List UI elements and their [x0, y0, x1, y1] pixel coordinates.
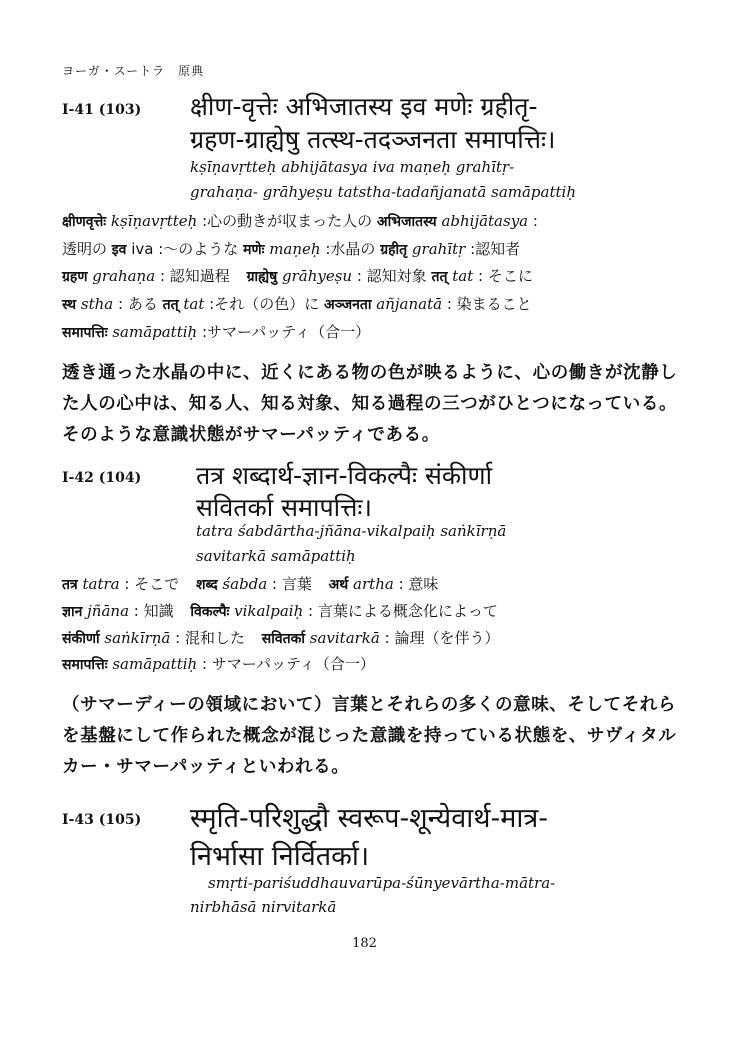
- gloss-line: [62, 210, 538, 231]
- gloss-meaning: : サマーパッティ（合一）: [201, 655, 375, 673]
- gloss-meaning: :心の動きが収まった人の: [202, 212, 373, 230]
- sanskrit-line: तत्र शब्दार्थ-ज्ञान-विकल्पैः संकीर्णा: [196, 461, 493, 490]
- sanskrit-line: निर्भासा निर्वितर्का।: [190, 841, 370, 872]
- gloss-transliteration: grahītṛ: [411, 240, 466, 258]
- verse-number: I-43 (105): [62, 812, 142, 828]
- gloss-devanagari: तत्र: [62, 577, 78, 593]
- gloss-devanagari: संकीर्णा: [62, 631, 100, 647]
- gloss-devanagari: मणेः: [243, 242, 265, 258]
- page-number: 182: [352, 936, 377, 951]
- running-header: ヨーガ・スートラ 原典: [62, 64, 205, 78]
- transliteration-line: nirbhāsā nirvitarkā: [190, 898, 337, 916]
- gloss-meaning: : 染まること: [446, 295, 532, 313]
- sanskrit-line: क्षीण-वृत्तेः अभिजातस्य इव मणेः ग्रहीतृ-: [190, 92, 538, 121]
- gloss-transliteration: artha: [353, 575, 394, 593]
- gloss-meaning: : 意味: [398, 575, 439, 593]
- gloss-devanagari: अभिजातस्य: [376, 214, 437, 230]
- transliteration-line: kṣīṇavṛtteḥ abhijātasya iva maṇeḥ grahītṛ-: [190, 158, 515, 176]
- gloss-meaning: : 認知過程: [159, 267, 230, 285]
- gloss-meaning: : 知識: [133, 602, 174, 620]
- gloss-transliteration: tatra: [82, 575, 120, 593]
- sanskrit-line: स्मृति-परिशुद्धौ स्वरूप-शून्येवार्थ-मात्र-: [190, 803, 548, 834]
- gloss-transliteration: kṣīṇavṛtteḥ: [110, 212, 198, 230]
- gloss-transliteration: śabda: [222, 575, 268, 593]
- gloss-line: [62, 293, 532, 314]
- gloss-transliteration: tat: [183, 295, 205, 313]
- gloss-meaning: :それ（の色）に: [209, 295, 320, 313]
- gloss-transliteration: saṅkīrṇā: [104, 629, 171, 647]
- gloss-devanagari: शब्द: [196, 577, 218, 593]
- gloss-transliteration: abhijātasya: [441, 212, 529, 230]
- gloss-meaning: : そこに: [478, 267, 533, 285]
- gloss-devanagari: ग्रहीतृ: [380, 242, 408, 258]
- gloss-devanagari: अर्थ: [328, 577, 349, 593]
- gloss-line: [62, 321, 370, 342]
- gloss-devanagari: ज्ञान: [62, 604, 83, 620]
- gloss-meaning: : 混和した: [175, 629, 245, 647]
- transliteration-line: savitarkā samāpattiḥ: [196, 547, 356, 565]
- gloss-devanagari: ग्राह्येषु: [246, 269, 278, 285]
- gloss-line: [62, 265, 533, 286]
- gloss-meaning: : 言葉: [272, 575, 312, 593]
- gloss-devanagari: तत्: [431, 269, 448, 285]
- gloss-devanagari: ग्रहण: [62, 269, 88, 285]
- gloss-transliteration: savitarkā: [309, 629, 380, 647]
- sanskrit-line: ग्रहण-ग्राह्येषु तत्स्थ-तदञ्जनता समापत्तिः।: [190, 125, 556, 154]
- gloss-meaning: : そこで: [124, 575, 180, 593]
- gloss-devanagari: समापत्तिः: [62, 657, 108, 673]
- gloss-meaning: :サマーパッティ（合一）: [201, 323, 371, 341]
- gloss-meaning: : ある: [118, 295, 158, 313]
- gloss-transliteration: tat: [452, 267, 474, 285]
- sanskrit-line: सवितर्का समापत्तिः।: [196, 493, 372, 522]
- transliteration-line: tatra śabdārtha-jñāna-vikalpaiḥ saṅkīrṇā: [196, 522, 507, 540]
- transliteration-line: smṛti-pariśuddhauvarūpa-śūnyevārtha-mātra-: [208, 874, 556, 892]
- commentary-paragraph: 透き通った水晶の中に、近くにある物の色が映るように、心の働きが沈静した人の心中は、知る人、知る対象、知る過程の三つがひとつになっている。そのような意識状態がサマーパッティである。: [62, 363, 678, 445]
- gloss-line: [62, 653, 375, 674]
- gloss-line: [62, 573, 438, 594]
- gloss-meaning: :認知者: [470, 240, 521, 258]
- gloss-transliteration: stha: [80, 295, 114, 313]
- gloss-transliteration: samāpattiḥ: [112, 655, 198, 673]
- gloss-transliteration: samāpattiḥ: [112, 323, 198, 341]
- verse-number: I-41 (103): [62, 102, 142, 118]
- gloss-transliteration: grahaṇa: [92, 267, 156, 285]
- gloss-transliteration: grāhyeṣu: [281, 267, 353, 285]
- gloss-meaning: : 認知対象: [356, 267, 427, 285]
- gloss-devanagari: क्षीणवृत्तेः: [62, 214, 107, 230]
- gloss-devanagari: सवितर्का: [261, 631, 305, 647]
- gloss-transliteration: vikalpaiḥ: [234, 602, 304, 620]
- gloss-transliteration: maṇeḥ: [269, 240, 321, 258]
- gloss-line: [62, 600, 498, 621]
- gloss-meaning: : 言葉による概念化によって: [308, 602, 498, 620]
- gloss-meaning: : 論理（を伴う）: [384, 629, 500, 647]
- gloss-devanagari: तत्: [162, 297, 179, 313]
- gloss-line: [62, 627, 499, 648]
- transliteration-line: grahaṇa- grāhyeṣu tatstha-tadañjanatā samāpattiḥ: [190, 183, 576, 201]
- gloss-transliteration: jñāna: [87, 602, 130, 620]
- gloss-line: [62, 238, 520, 259]
- gloss-meaning: iva :〜のような: [131, 240, 239, 258]
- gloss-devanagari: स्थ: [62, 297, 77, 313]
- gloss-devanagari: इव: [111, 242, 127, 258]
- gloss-devanagari: विकल्पैः: [190, 604, 230, 620]
- gloss-devanagari: अञ्जनता: [324, 297, 372, 313]
- gloss-meaning: 透明の: [62, 240, 108, 258]
- gloss-transliteration: añjanatā: [376, 295, 443, 313]
- verse-number: I-42 (104): [62, 470, 142, 486]
- commentary-paragraph: （サマーディーの領域において）言葉とそれらの多くの意味、そしてそれらを基盤にして作られた概念が混じった意識を持っている状態を、サヴィタルカー・サマーパッティといわれる。: [62, 695, 677, 777]
- gloss-meaning: :水晶の: [325, 240, 376, 258]
- gloss-meaning: :: [532, 212, 538, 230]
- gloss-devanagari: समापत्तिः: [62, 325, 108, 341]
